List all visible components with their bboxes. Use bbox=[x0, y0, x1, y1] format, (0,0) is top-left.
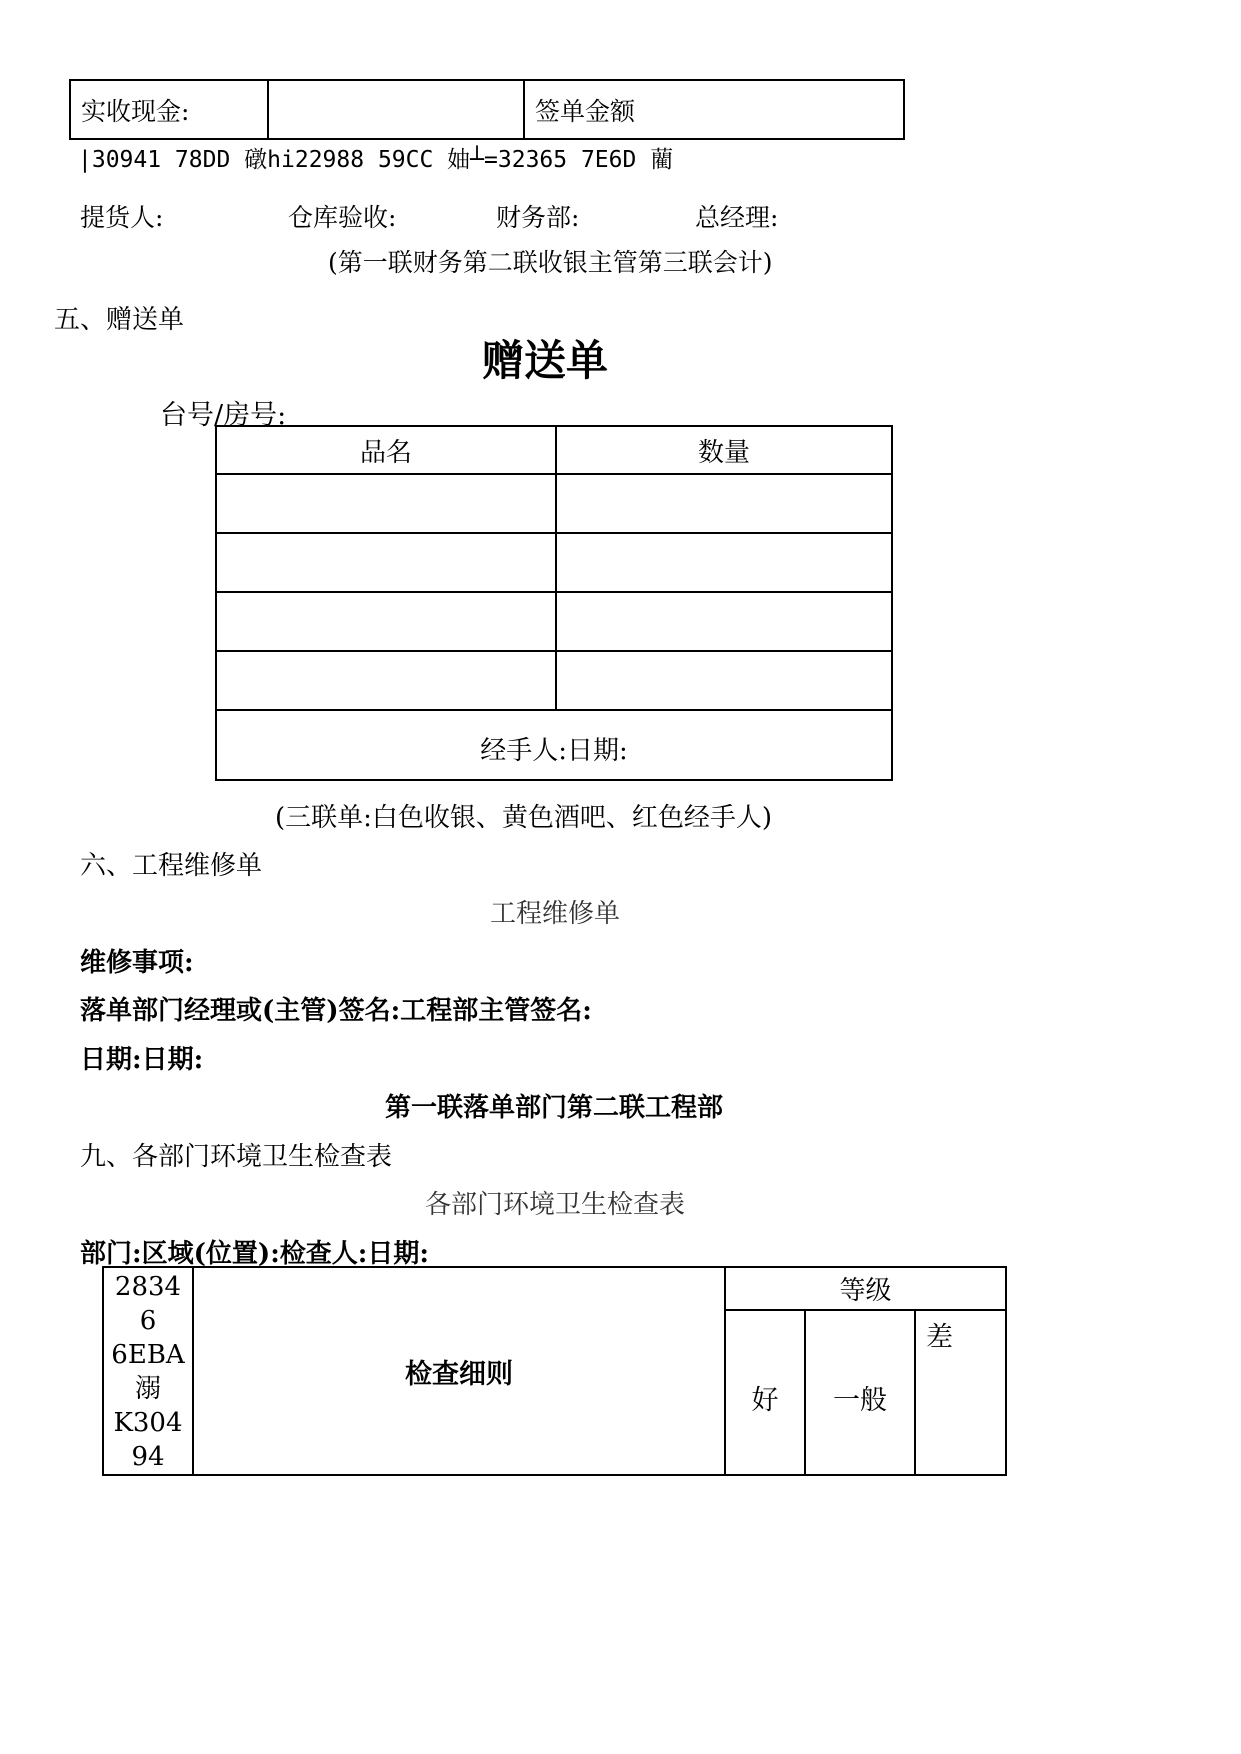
grade-header: 等级 bbox=[725, 1267, 1006, 1310]
qty-cell[interactable] bbox=[556, 533, 892, 592]
item-cell[interactable] bbox=[216, 592, 556, 651]
handler-date-footer: 经手人:日期: bbox=[216, 710, 892, 780]
item-name-header: 品名 bbox=[216, 426, 556, 474]
section6-heading: 六、工程维修单 bbox=[80, 851, 263, 881]
three-copy-note: (三联单:白色收银、黄色酒吧、红色经手人) bbox=[275, 803, 773, 833]
section9-heading: 九、各部门环境卫生检查表 bbox=[80, 1142, 393, 1172]
garbled-code-line: |30941 78DD 礅hi22988 59CC 妯┴=32365 7E6D 藺 bbox=[78, 147, 674, 173]
sanitation-info-line: 部门:区域(位置):检查人:日期: bbox=[80, 1239, 429, 1269]
grade-ok: 一般 bbox=[805, 1310, 915, 1475]
grade-good: 好 bbox=[725, 1310, 805, 1475]
qty-cell[interactable] bbox=[556, 592, 892, 651]
table-row bbox=[216, 533, 892, 592]
grade-bad: 差 bbox=[915, 1310, 1006, 1475]
code-cell bbox=[103, 1267, 193, 1475]
code-text: 2834 6 6EBA 溺 K304 94 bbox=[111, 1272, 185, 1472]
finance-dept-label: 财务部: bbox=[496, 203, 580, 232]
item-cell[interactable] bbox=[216, 651, 556, 710]
pickup-person-label: 提货人: bbox=[80, 203, 164, 232]
qty-cell[interactable] bbox=[556, 474, 892, 533]
item-cell[interactable] bbox=[216, 533, 556, 592]
sanitation-title: 各部门环境卫生检查表 bbox=[425, 1190, 686, 1220]
general-manager-label: 总经理: bbox=[695, 203, 779, 232]
repair-copies-note: 第一联落单部门第二联工程部 bbox=[385, 1093, 724, 1123]
table-room-label: 台号/房号: bbox=[160, 400, 287, 431]
repair-items-label: 维修事项: bbox=[80, 948, 194, 978]
warehouse-check-label: 仓库验收: bbox=[288, 203, 397, 232]
payment-table bbox=[69, 79, 905, 140]
cash-value-cell bbox=[268, 80, 524, 139]
gift-slip-title: 赠送单 bbox=[482, 336, 609, 385]
gift-table bbox=[215, 425, 893, 781]
repair-slip-title: 工程维修单 bbox=[490, 899, 621, 929]
section5-heading: 五、赠送单 bbox=[54, 305, 185, 335]
signature-line: 落单部门经理或(主管)签名:工程部主管签名: bbox=[80, 996, 592, 1026]
sign-amount-label: 签单金额 bbox=[535, 96, 636, 126]
cash-label-cell bbox=[70, 80, 268, 139]
rules-header: 检查细则 bbox=[193, 1267, 725, 1475]
qty-cell[interactable] bbox=[556, 651, 892, 710]
date-line: 日期:日期: bbox=[80, 1045, 204, 1075]
cash-label: 实收现金: bbox=[81, 96, 190, 126]
table-row bbox=[216, 651, 892, 710]
table-row bbox=[216, 474, 892, 533]
sanitation-table bbox=[102, 1266, 1007, 1476]
table-row bbox=[216, 592, 892, 651]
sign-label-cell bbox=[524, 80, 904, 139]
item-cell[interactable] bbox=[216, 474, 556, 533]
copies-note: (第一联财务第二联收银主管第三联会计) bbox=[328, 248, 773, 277]
quantity-header: 数量 bbox=[556, 426, 892, 474]
